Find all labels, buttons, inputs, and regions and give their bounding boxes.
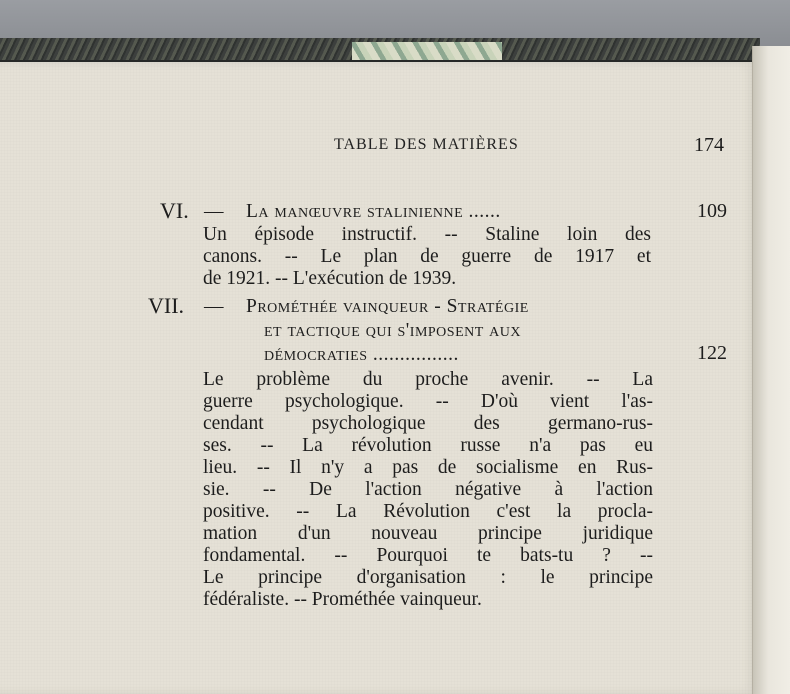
- chapter-title-line: démocraties ................: [264, 344, 459, 365]
- chapter-page-number: 122: [697, 342, 727, 364]
- chapter-summary-line: lieu. -- Il n'y a pas de socialisme en Rus-: [203, 457, 653, 478]
- chapter-summary-line: guerre psychologique. -- D'où vient l'as-: [203, 391, 653, 412]
- running-header-title: TABLE DES MATIÈRES: [334, 136, 519, 153]
- chapter-summary-line: sie. -- De l'action négative à l'action: [203, 479, 653, 500]
- chapter-dash: —: [204, 296, 224, 317]
- chapter-page-number: 109: [697, 200, 727, 222]
- chapter-numeral: VII.: [148, 293, 185, 318]
- chapter-summary-line: ses. -- La révolution russe n'a pas eu: [203, 435, 653, 456]
- chapter-title-line: La manœuvre stalinienne ......: [246, 201, 501, 222]
- chapter-title-line: et tactique qui s'imposent aux: [264, 320, 521, 341]
- running-header-page-number: 174: [694, 134, 724, 156]
- chapter-summary-line: Le principe d'organisation : le principe: [203, 567, 653, 588]
- chapter-summary-line: de 1921. -- L'exécution de 1939.: [203, 268, 457, 289]
- chapter-title-line: Prométhée vainqueur - Stratégie: [246, 296, 529, 317]
- chapter-numeral: VI.: [160, 198, 189, 223]
- chapter-summary-line: Un épisode instructif. -- Staline loin des: [203, 224, 651, 245]
- chapter-summary-line: Le problème du proche avenir. -- La: [203, 369, 653, 390]
- chapter-summary-line: positive. -- La Révolution c'est la procla-: [203, 501, 653, 522]
- facing-page-edge: [752, 46, 790, 694]
- chapter-summary-line: canons. -- Le plan de guerre de 1917 et: [203, 246, 651, 267]
- chapter-dash: —: [204, 201, 224, 222]
- bookmark-ribbon: [352, 42, 502, 60]
- chapter-summary-line: cendant psychologique des germano-rus-: [203, 413, 653, 434]
- chapter-summary-line: fédéraliste. -- Prométhée vainqueur.: [203, 589, 482, 610]
- chapter-summary-line: mation d'un nouveau principe juridique: [203, 523, 653, 544]
- chapter-summary-line: fondamental. -- Pourquoi te bats-tu ? --: [203, 545, 653, 566]
